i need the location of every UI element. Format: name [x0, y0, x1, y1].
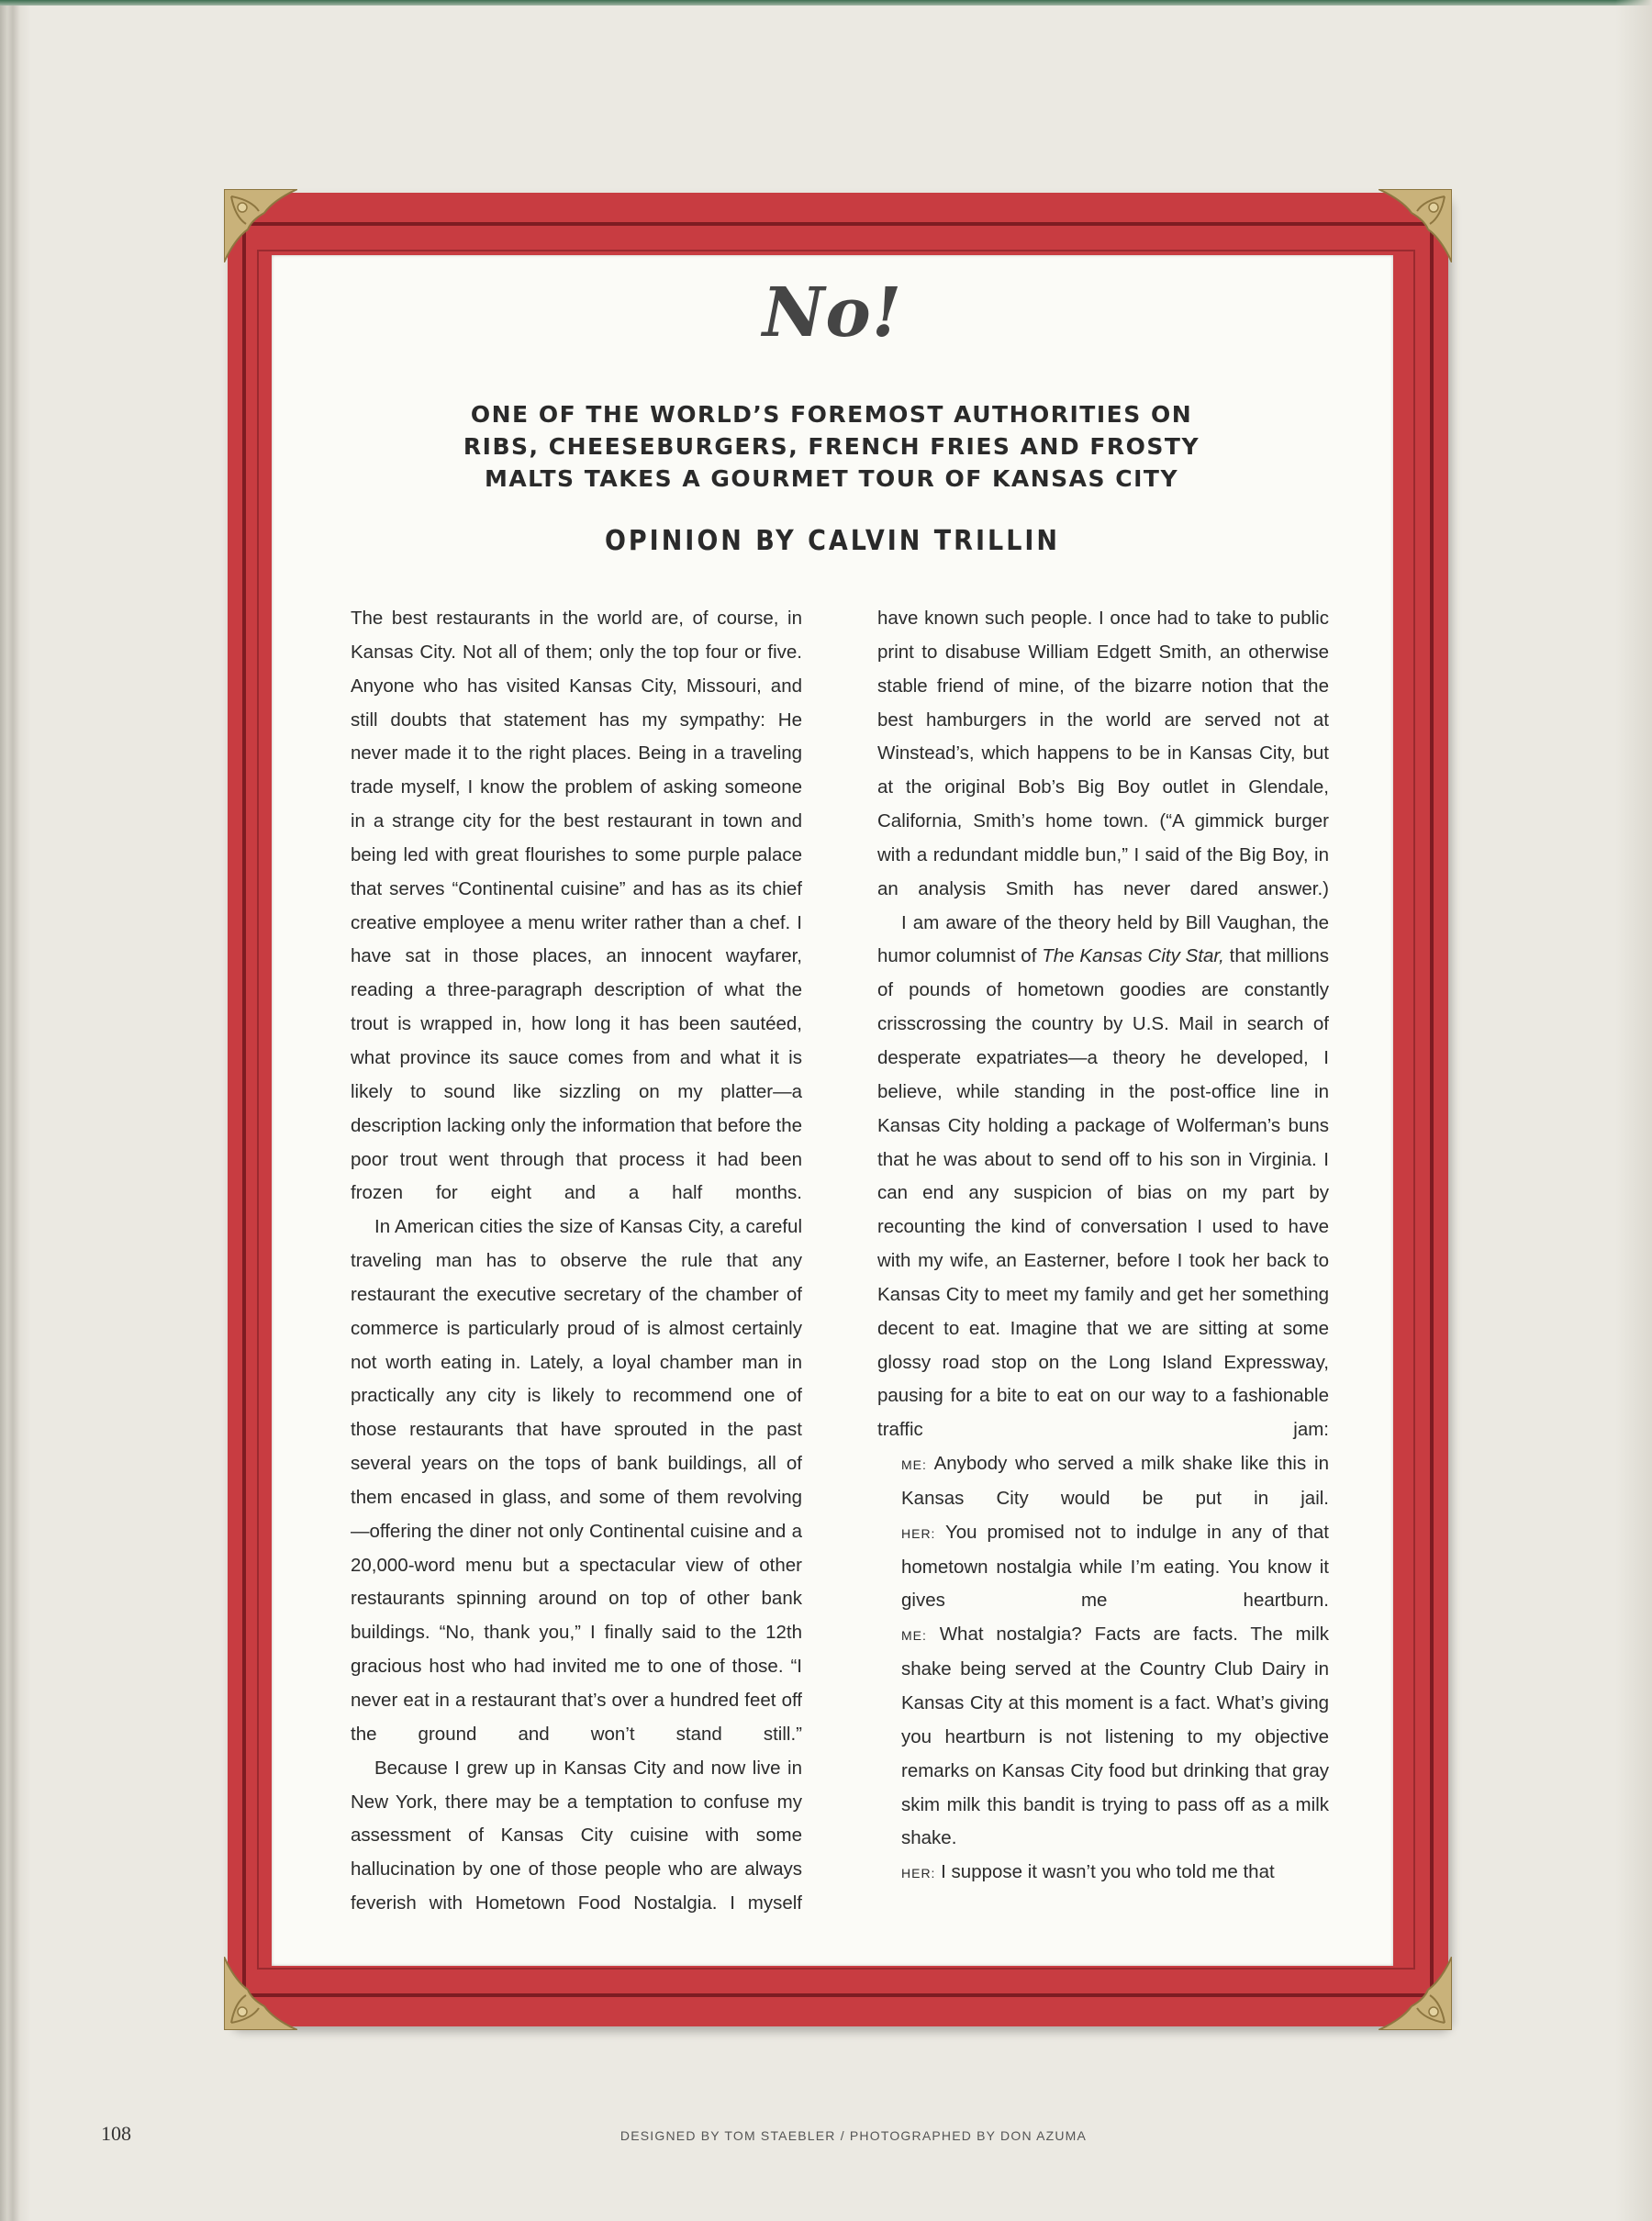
article-paragraph: In American cities the size of Kansas City, a careful traveling man has to observe the rule that any restaurant the executive secretary of the chamber of commerce is particularly proud of is almost certainly not worth eating in. Lately, a loyal chamber man in practically any city is likely to recommend one of those restaurants that have sprouted in the past several years on the tops of bank buildings, all of them encased in glass, and some of them revolving —offering the diner not only Continental cuisine and a 20,000-word menu but a spectacular view of other restaurants spinning around on top of other bank buildings. “No, thank you,” I finally said to the 12th gracious host who had invited me to one of those. “I never eat in a restaurant that’s over a hundred feet off the ground and won’t stand still.”	[351, 1216, 802, 1745]
dialogue-line	[877, 1447, 1329, 1516]
dialogue-speaker: HER:	[901, 1866, 936, 1881]
dialogue-speaker: HER:	[901, 1525, 936, 1541]
subheadline	[409, 398, 1254, 495]
byline: OPINION BY CALVIN TRILLIN	[604, 525, 1061, 557]
article-column-left	[351, 602, 802, 1921]
dialogue-line	[877, 1516, 1329, 1619]
article-paragraph: have known such people. I once had to take to public print to disabuse William Edgett Smith, an otherwise stable friend of mine, of the bizarre notion that the best hamburgers in the world are served not at Winstead’s, which happens to be in Kansas City, but at the original Bob’s Big Boy outlet in Glendale, California, Smith’s home town. (“A gimmick burger with a redundant middle bun,” I said of the Big Boy, in an analysis Smith has never dared answer.)	[877, 608, 1329, 899]
dialogue-line	[877, 1618, 1329, 1856]
article-paragraph: Because I grew up in Kansas City and now live in New York, there may be a temptation to confuse my assessment of Kansas City cuisine with some hallucination by one of those people who are always feverish with Hometown Food Nostalgia. I myself	[351, 1757, 802, 1914]
dialogue-text: Anybody who served a milk shake like this in Kansas City would be put in jail.	[901, 1453, 1329, 1509]
dialogue-speaker: ME:	[901, 1628, 927, 1644]
gold-corner-icon	[224, 189, 297, 262]
article-paragraph: The best restaurants in the world are, of course, in Kansas City. Not all of them; only the top four or five. Anyone who has visited Kansas City, Missouri, and still doubts that statement has my sympathy: He never made it to the right places. Being in a traveling trade myself, I know the problem of asking someone in a strange city for the best restaurant in town and being led with great flourishes to some purple palace that serves “Continental cuisine” and has as its chief creative employee a menu writer rather than a chef. I have sat in those places, an innocent wayfarer, reading a three-paragraph description of what the trout is wrapped in, how long it has been sautéed, what province its sauce comes from and what it is likely to sound like sizzling on my platter—a description lacking only the information that before the poor trout went through that process it had been frozen for eight and a half months.	[351, 608, 802, 1204]
subheadline-line: MALTS TAKES A GOURMET TOUR OF KANSAS CITY	[484, 465, 1179, 492]
design-photo-credit: DESIGNED BY TOM STAEBLER / PHOTOGRAPHED BY DON AZUMA	[620, 2128, 1088, 2143]
book-binding-edge	[0, 0, 31, 2221]
dialogue-line	[877, 1856, 1329, 1891]
subheadline-line: RIBS, CHEESEBURGERS, FRENCH FRIES AND FROSTY	[463, 433, 1200, 460]
paragraph-text: that millions of pounds of hometown goodies are constantly crisscrossing the country by U.S. Mail in search of desperate expatriates—a theory he developed, I believe, while standing in the post-office line in Kansas City holding a package of Wolferman’s buns that he was about to send off to his son in Virginia. I can end any suspicion of bias on my part by recounting the kind of conversation I used to have with my wife, an Easterner, before I took her back to Kansas City to meet my family and get her something decent to eat. Imagine that we are sitting at some glossy road stop on the Long Island Expressway, pausing for a bite to eat on our way to a fashionable traffic jam:	[877, 945, 1329, 1441]
gold-corner-icon	[1379, 1957, 1452, 2030]
dialogue-text: What nostalgia? Facts are facts. The milk shake being served at the Country Club Dairy in Kansas City at this moment is a fact. What’s giving you heartburn is not listening to my objective remarks on Kansas City food but drinking that gray skim milk this bandit is trying to pass off as a milk shake.	[901, 1624, 1329, 1849]
facing-page-edge	[0, 0, 1652, 6]
subheadline-line: ONE OF THE WORLD’S FOREMOST AUTHORITIES ON	[470, 401, 1193, 428]
dialogue-text: You promised not to indulge in any of that hometown nostalgia while I’m eating. You know it gives me heartburn.	[901, 1521, 1330, 1612]
page-title: No!	[762, 273, 903, 352]
paragraph-text: I am aware of the theory held by Bill Vaughan, the humor columnist of	[877, 911, 1329, 967]
article-column-right	[877, 602, 1329, 1891]
dialogue-text: I suppose it wasn’t you who told me that	[941, 1861, 1275, 1883]
gold-corner-icon	[224, 1957, 297, 2030]
newspaper-title: The Kansas City Star,	[1042, 945, 1224, 967]
menu-paper-insert	[272, 255, 1393, 1966]
page-curl-shadow	[1615, 0, 1652, 2221]
dialogue-speaker: ME:	[901, 1457, 927, 1473]
page-number: 108	[101, 2122, 131, 2145]
gold-corner-icon	[1379, 189, 1452, 262]
article-paragraph	[877, 907, 1329, 1448]
